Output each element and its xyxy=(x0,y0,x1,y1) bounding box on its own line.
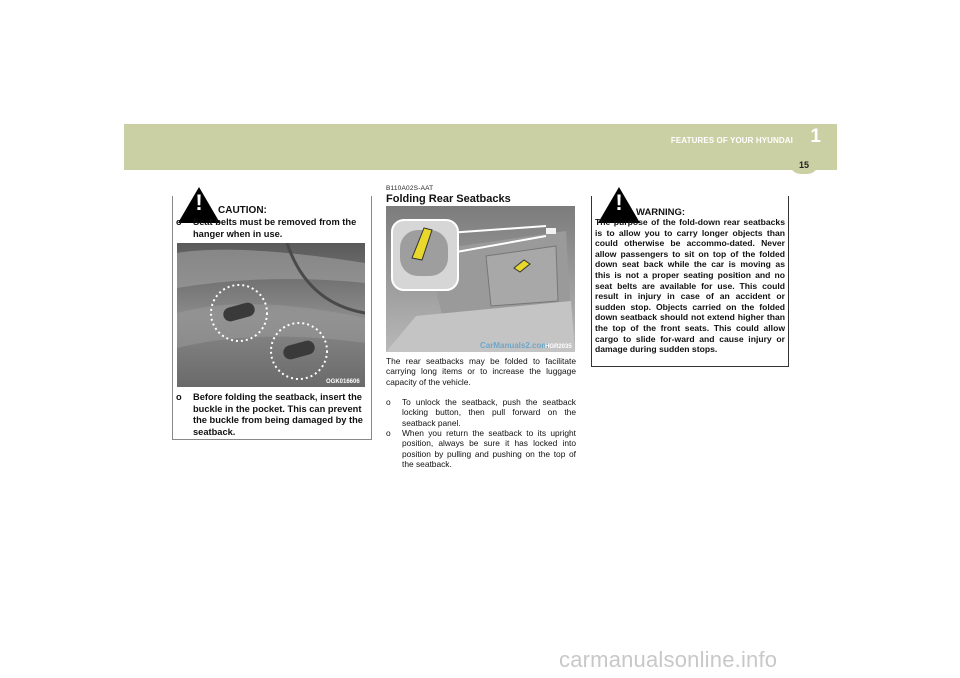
section-step-2: o When you return the seatback to its upright position, always be sure it has locked into position by pulling and pushing on the top of the seatback. xyxy=(386,428,576,470)
footer-watermark: carmanualsonline.info xyxy=(559,647,778,672)
section-photo-code: HGR2035 xyxy=(545,344,572,350)
section-intro: The rear seatbacks may be folded to facilitate carrying long items or to increase the luggage capacity of the vehicle. xyxy=(386,356,576,387)
header-band xyxy=(124,124,837,170)
caution-item-2: o Before folding the seatback, insert the buckle in the pocket. This can prevent the buckle from being damaged by the seatback. xyxy=(176,392,363,437)
caution-item-1: o Seat belts must be removed from the hanger when in use. xyxy=(176,217,357,239)
section-label: FEATURES OF YOUR HYUNDAI xyxy=(670,136,793,145)
section-step-1: o To unlock the seatback, push the seatback locking button, then pull forward on the seatback panel. xyxy=(386,397,576,428)
seatbelt-buckle-photo xyxy=(177,243,365,387)
rear-seat-photo xyxy=(386,206,575,352)
photo-watermark: CarManuals2.com xyxy=(480,341,549,350)
chapter-number: 1 xyxy=(810,126,821,147)
warning-text: The purpose of the fold-down rear seatbacks is to allow you to carry longer objects than could otherwise be accommo-dated. Never allow passengers to sit on top of the folded down seat back while the car is moving as this is not a proper seating position and no seat belts are available for use. This could result in injury in case of an accident or sudden stop. Objects carried on the folded down seatback should not extend higher than the top of the front seats. This could allow cargo to slide for-ward and cause injury or damage during sudden stops. xyxy=(595,217,785,355)
caution-photo-code: OGK016606 xyxy=(326,379,360,385)
exclamation-mark: ! xyxy=(195,190,203,215)
page-number: 15 xyxy=(789,157,819,174)
warning-title: WARNING: xyxy=(636,207,686,218)
exclamation-mark: ! xyxy=(615,190,623,215)
caution-title: CAUTION: xyxy=(218,205,267,216)
section-code: B110A02S-AAT xyxy=(386,185,434,192)
section-title: Folding Rear Seatbacks xyxy=(386,193,511,205)
